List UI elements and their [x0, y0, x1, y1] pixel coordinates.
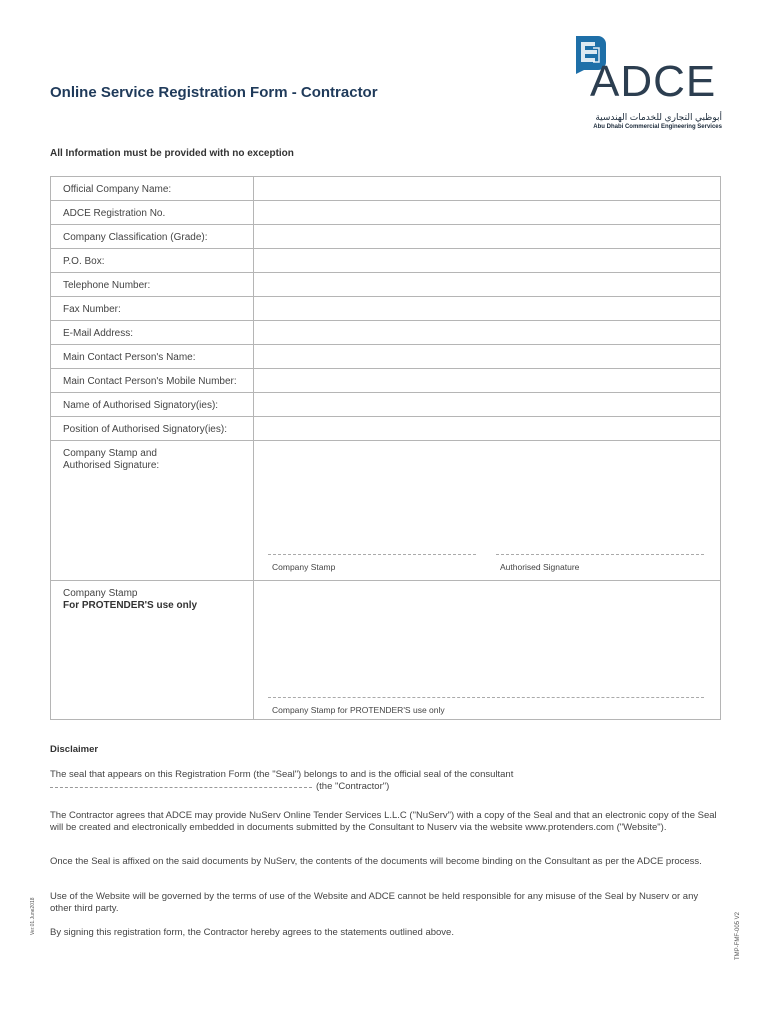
signature-dashed-line [496, 554, 704, 555]
disclaimer-title: Disclaimer [50, 744, 99, 755]
signatory-position-field[interactable] [254, 417, 720, 440]
form-row-classification [51, 225, 720, 249]
protender-stamp-label [51, 581, 254, 719]
form-row-po-box [51, 249, 720, 273]
email-field[interactable] [254, 321, 720, 344]
field-label: Official Company Name: [51, 177, 254, 200]
field-label: Main Contact Person's Name: [51, 345, 254, 368]
field-label: Main Contact Person's Mobile Number: [51, 369, 254, 392]
po-box-field[interactable] [254, 249, 720, 272]
stamp-signature-area[interactable] [254, 441, 720, 580]
disclaimer-paragraph-5: By signing this registration form, the Contractor hereby agrees to the statements outlined above. [50, 927, 454, 938]
logo-arabic-name: أبوظبي التجاري للخدمات الهندسية [595, 112, 722, 122]
protender-stamp-block [51, 581, 720, 719]
version-label: Ver.01.June2018 [30, 897, 36, 935]
form-row-telephone [51, 273, 720, 297]
contractor-dashed-line [50, 787, 312, 788]
protender-label-line1: Company Stamp [63, 588, 138, 599]
disclaimer-paragraph-3: Once the Seal is affixed on the said documents by NuServ, the contents of the documents will become binding on the Consultant as per the ADCE process. [50, 856, 702, 867]
form-row-fax [51, 297, 720, 321]
stamp-signature-label [51, 441, 254, 580]
field-label: E-Mail Address: [51, 321, 254, 344]
stamp-caption: Company Stamp [272, 562, 336, 572]
template-code-label: TMP-FMF-005 V2 [735, 911, 741, 960]
field-label: Name of Authorised Signatory(ies): [51, 393, 254, 416]
stamp-signature-label-line2: Authorised Signature: [63, 460, 160, 471]
stamp-signature-block [51, 441, 720, 581]
adce-logo [560, 30, 730, 140]
telephone-field[interactable] [254, 273, 720, 296]
form-row-company-name [51, 177, 720, 201]
protender-label-line2: For PROTENDER'S use only [63, 600, 198, 611]
signature-caption: Authorised Signature [500, 562, 580, 572]
contact-name-field[interactable] [254, 345, 720, 368]
fax-field[interactable] [254, 297, 720, 320]
required-info-notice: All Information must be provided with no exception [50, 148, 294, 159]
form-row-contact-name [51, 345, 720, 369]
field-label: ADCE Registration No. [51, 201, 254, 224]
protender-stamp-area[interactable] [254, 581, 720, 719]
disclaimer-p1-line2: (the "Contractor") [316, 781, 390, 792]
form-row-contact-mobile [51, 369, 720, 393]
form-row-signatory-position [51, 417, 720, 441]
protender-caption: Company Stamp for PROTENDER'S use only [272, 705, 445, 715]
form-row-signatory-name [51, 393, 720, 417]
disclaimer-paragraph-2: The Contractor agrees that ADCE may provide NuServ Online Tender Services L.L.C ("NuServ") with a copy of the Seal and that an electronic copy of the Seal will be created and electronically embedded in documents submitted by the Consultant to Nuserv via the website www.protenders.com ("Website"). [50, 810, 717, 833]
registration-form-table [50, 176, 721, 720]
stamp-dashed-line [268, 554, 476, 555]
logo-subtitle: Abu Dhabi Commercial Engineering Services [593, 124, 722, 130]
field-label: P.O. Box: [51, 249, 254, 272]
stamp-signature-label-line1: Company Stamp and [63, 448, 157, 459]
signatory-name-field[interactable] [254, 393, 720, 416]
contractor-line [50, 781, 720, 793]
contact-mobile-field[interactable] [254, 369, 720, 392]
form-row-registration-no [51, 201, 720, 225]
form-title: Online Service Registration Form - Contractor [50, 84, 378, 101]
field-label: Fax Number: [51, 297, 254, 320]
classification-field[interactable] [254, 225, 720, 248]
field-label: Telephone Number: [51, 273, 254, 296]
disclaimer-paragraph-4: Use of the Website will be governed by the terms of use of the Website and ADCE cannot be held responsible for any misuse of the Seal by Nuserv or any other third party. [50, 891, 699, 914]
disclaimer-paragraph-1 [50, 769, 720, 793]
form-row-email [51, 321, 720, 345]
protender-dashed-line [268, 697, 704, 698]
disclaimer-p1-line1: The seal that appears on this Registration Form (the "Seal") belongs to and is the official seal of the consultant [50, 769, 514, 780]
registration-no-field[interactable] [254, 201, 720, 224]
logo-wordmark: ADCE [590, 57, 717, 106]
company-name-field[interactable] [254, 177, 720, 200]
field-label: Company Classification (Grade): [51, 225, 254, 248]
field-label: Position of Authorised Signatory(ies): [51, 417, 254, 440]
